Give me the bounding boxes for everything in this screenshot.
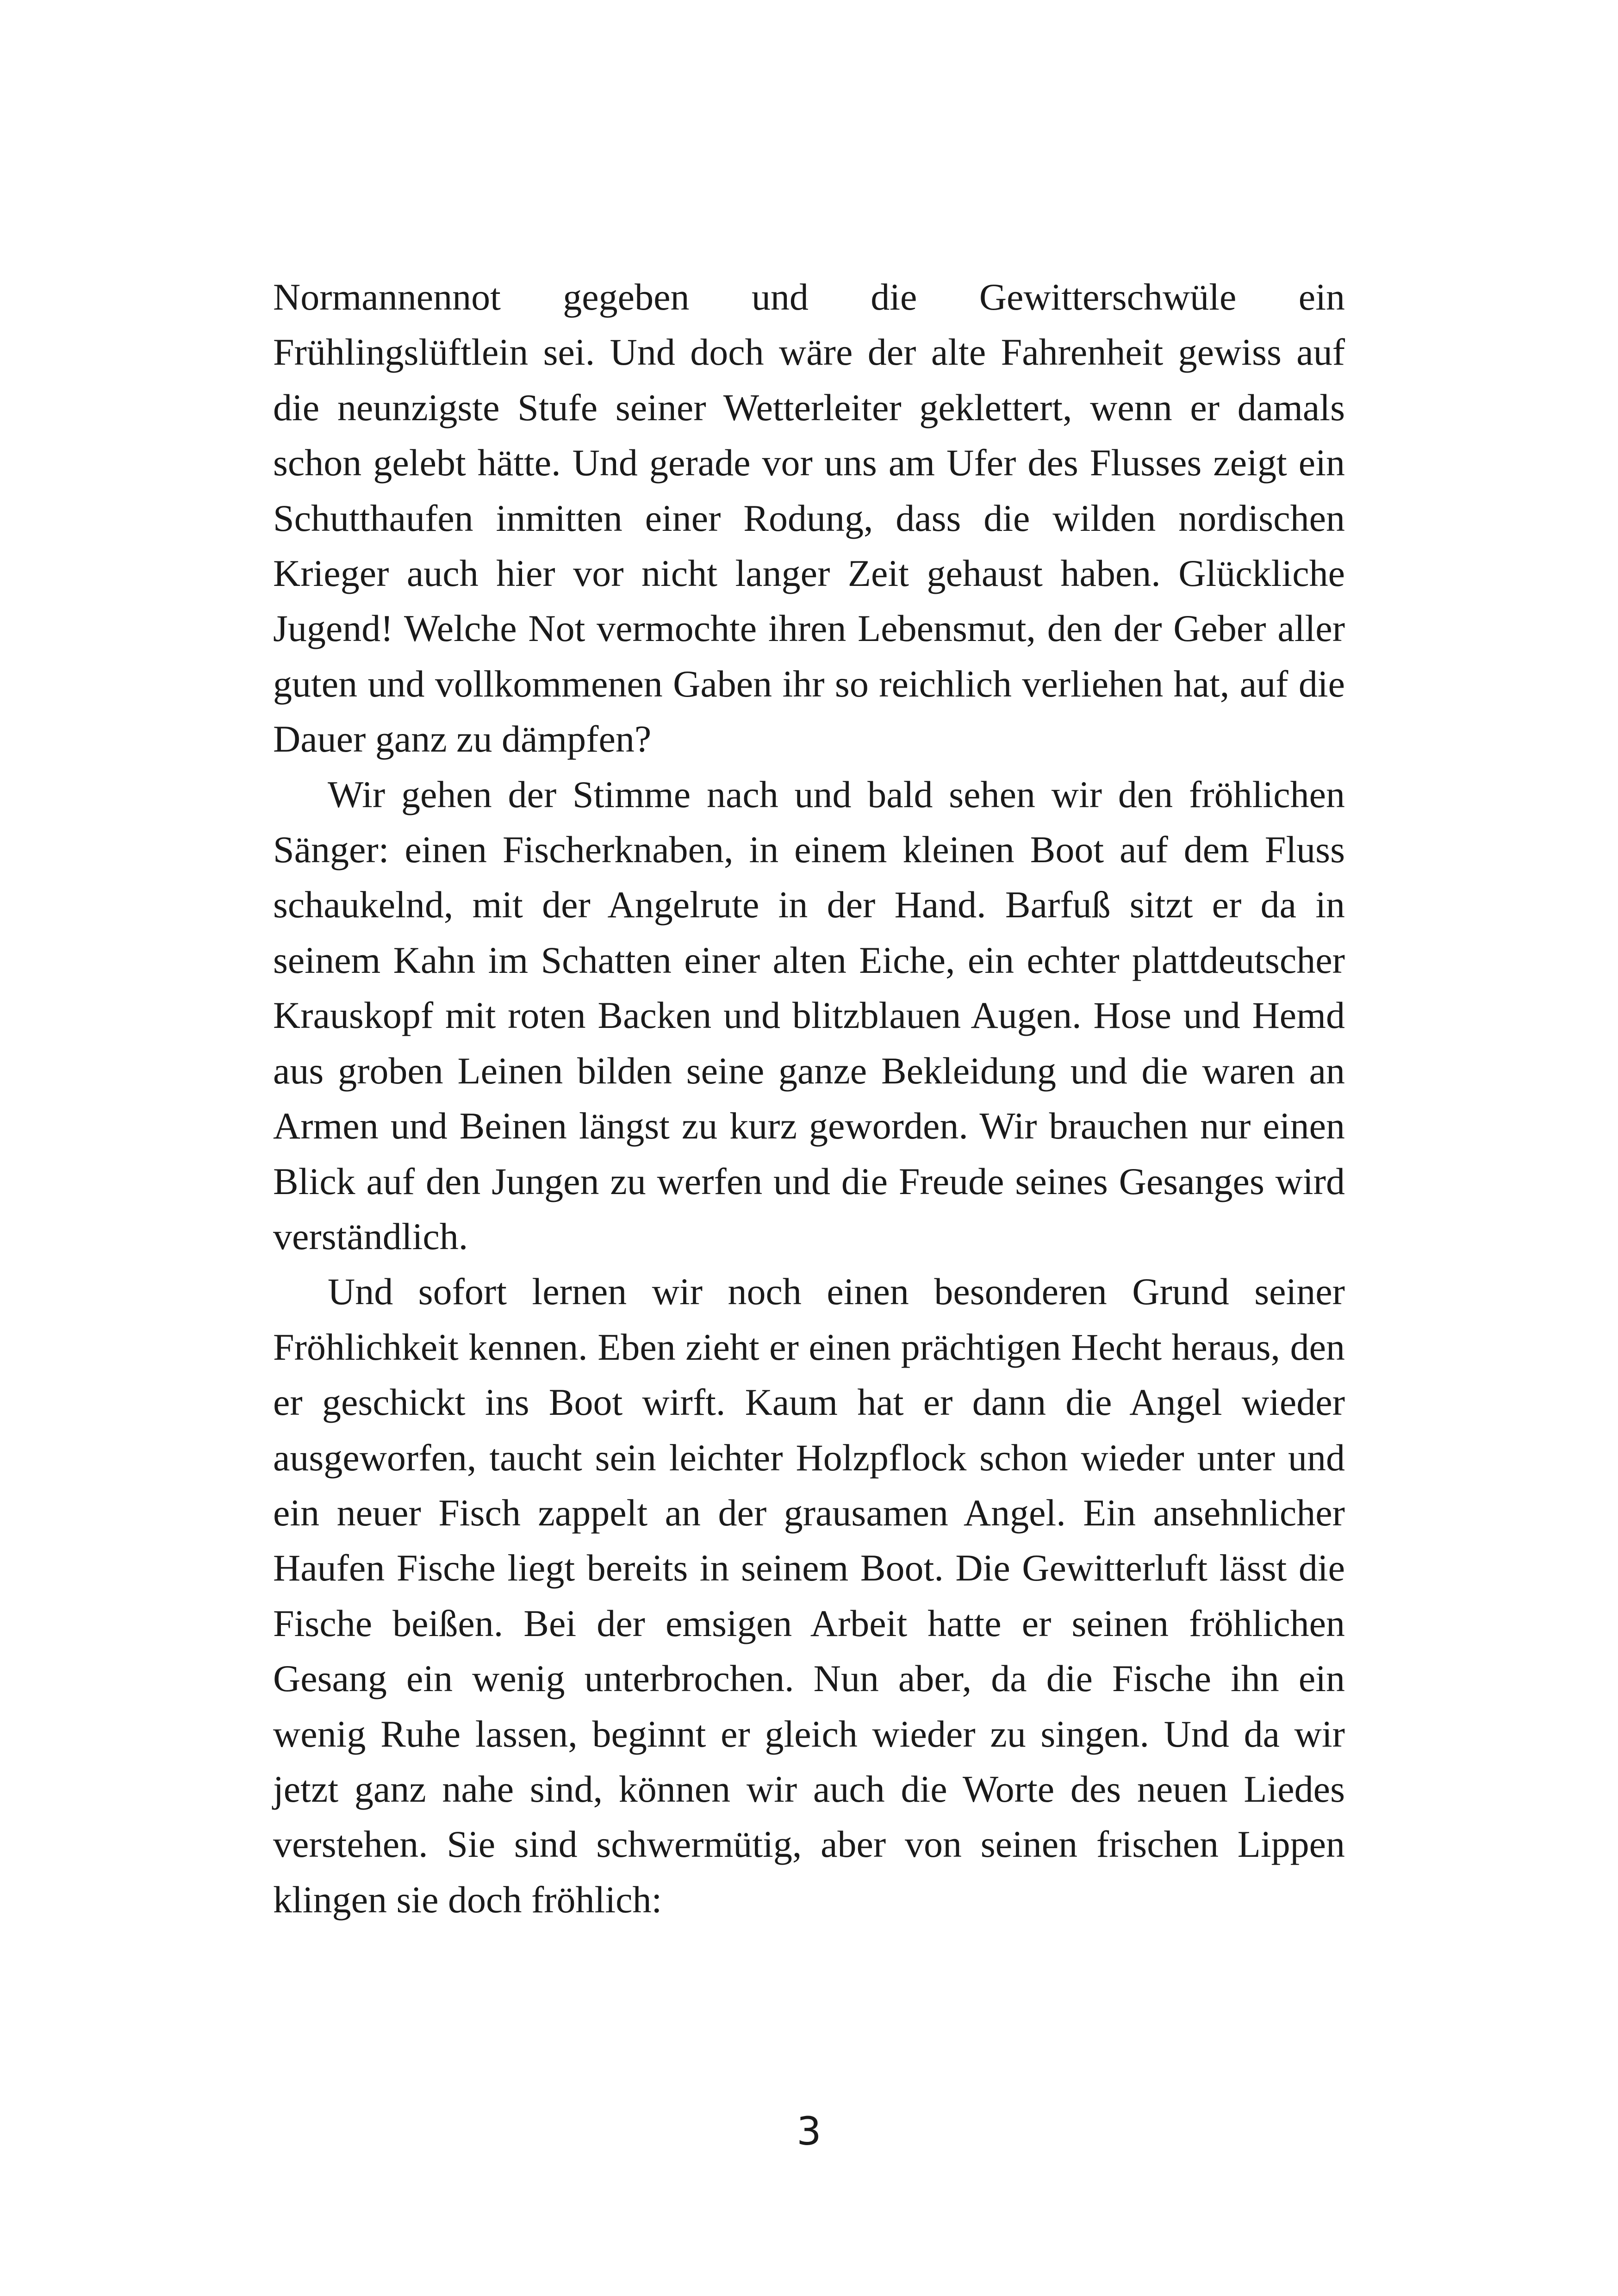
paragraph-1: Normannennot gegeben und die Gewitterschwüle ein Frühlingslüftlein sei. Und doch wäre der alte Fahrenheit gewiss auf die neunzigste Stufe seiner Wetterleiter geklettert, wenn er damals schon gelebt hätte. Und gerade vor uns am Ufer des Flusses zeigt ein Schutthaufen inmitten einer Rodung, dass die wilden nordischen Krieger auch hier vor nicht langer Zeit gehaust haben. Glückliche Jugend! Welche Not vermochte ihren Lebensmut, den der Geber aller guten und vollkommenen Gaben ihr so reichlich verliehen hat, auf die Dauer ganz zu dämpfen? xyxy=(273,276,1345,760)
paragraph-3: Und sofort lernen wir noch einen besonderen Grund seiner Fröhlichkeit kennen. Eben zieht er einen prächtigen Hecht heraus, den er geschickt ins Boot wirft. Kaum hat er dann die Angel wieder ausgeworfen, taucht sein leichter Holzpflock schon wieder unter und ein neuer Fisch zappelt an der grausamen Angel. Ein ansehnlicher Haufen Fische liegt bereits in seinem Boot. Die Gewitterluft lässt die Fische beißen. Bei der emsigen Arbeit hatte er seinen fröhlichen Gesang ein wenig unterbrochen. Nun aber, da die Fische ihn ein wenig Ruhe lassen, beginnt er gleich wieder zu singen. Und da wir jetzt ganz nahe sind, können wir auch die Worte des neuen Liedes verstehen. Sie sind schwermütig, aber von seinen frischen Lippen klingen sie doch fröhlich: xyxy=(273,1270,1345,1921)
paragraph-2: Wir gehen der Stimme nach und bald sehen wir den fröhlichen Sänger: einen Fischerknaben, in einem kleinen Boot auf dem Fluss schaukelnd, mit der Angelrute in der Hand. Barfuß sitzt er da in seinem Kahn im Schatten einer alten Eiche, ein echter plattdeutscher Krauskopf mit roten Backen und blitzblauen Augen. Hose und Hemd aus groben Leinen bilden seine ganze Bekleidung und die waren an Armen und Beinen längst zu kurz geworden. Wir brauchen nur einen Blick auf den Jungen zu werfen und die Freude seines Gesanges wird verständlich. xyxy=(273,773,1345,1257)
body-text xyxy=(273,269,1345,1927)
page-number: 3 xyxy=(797,2109,821,2154)
